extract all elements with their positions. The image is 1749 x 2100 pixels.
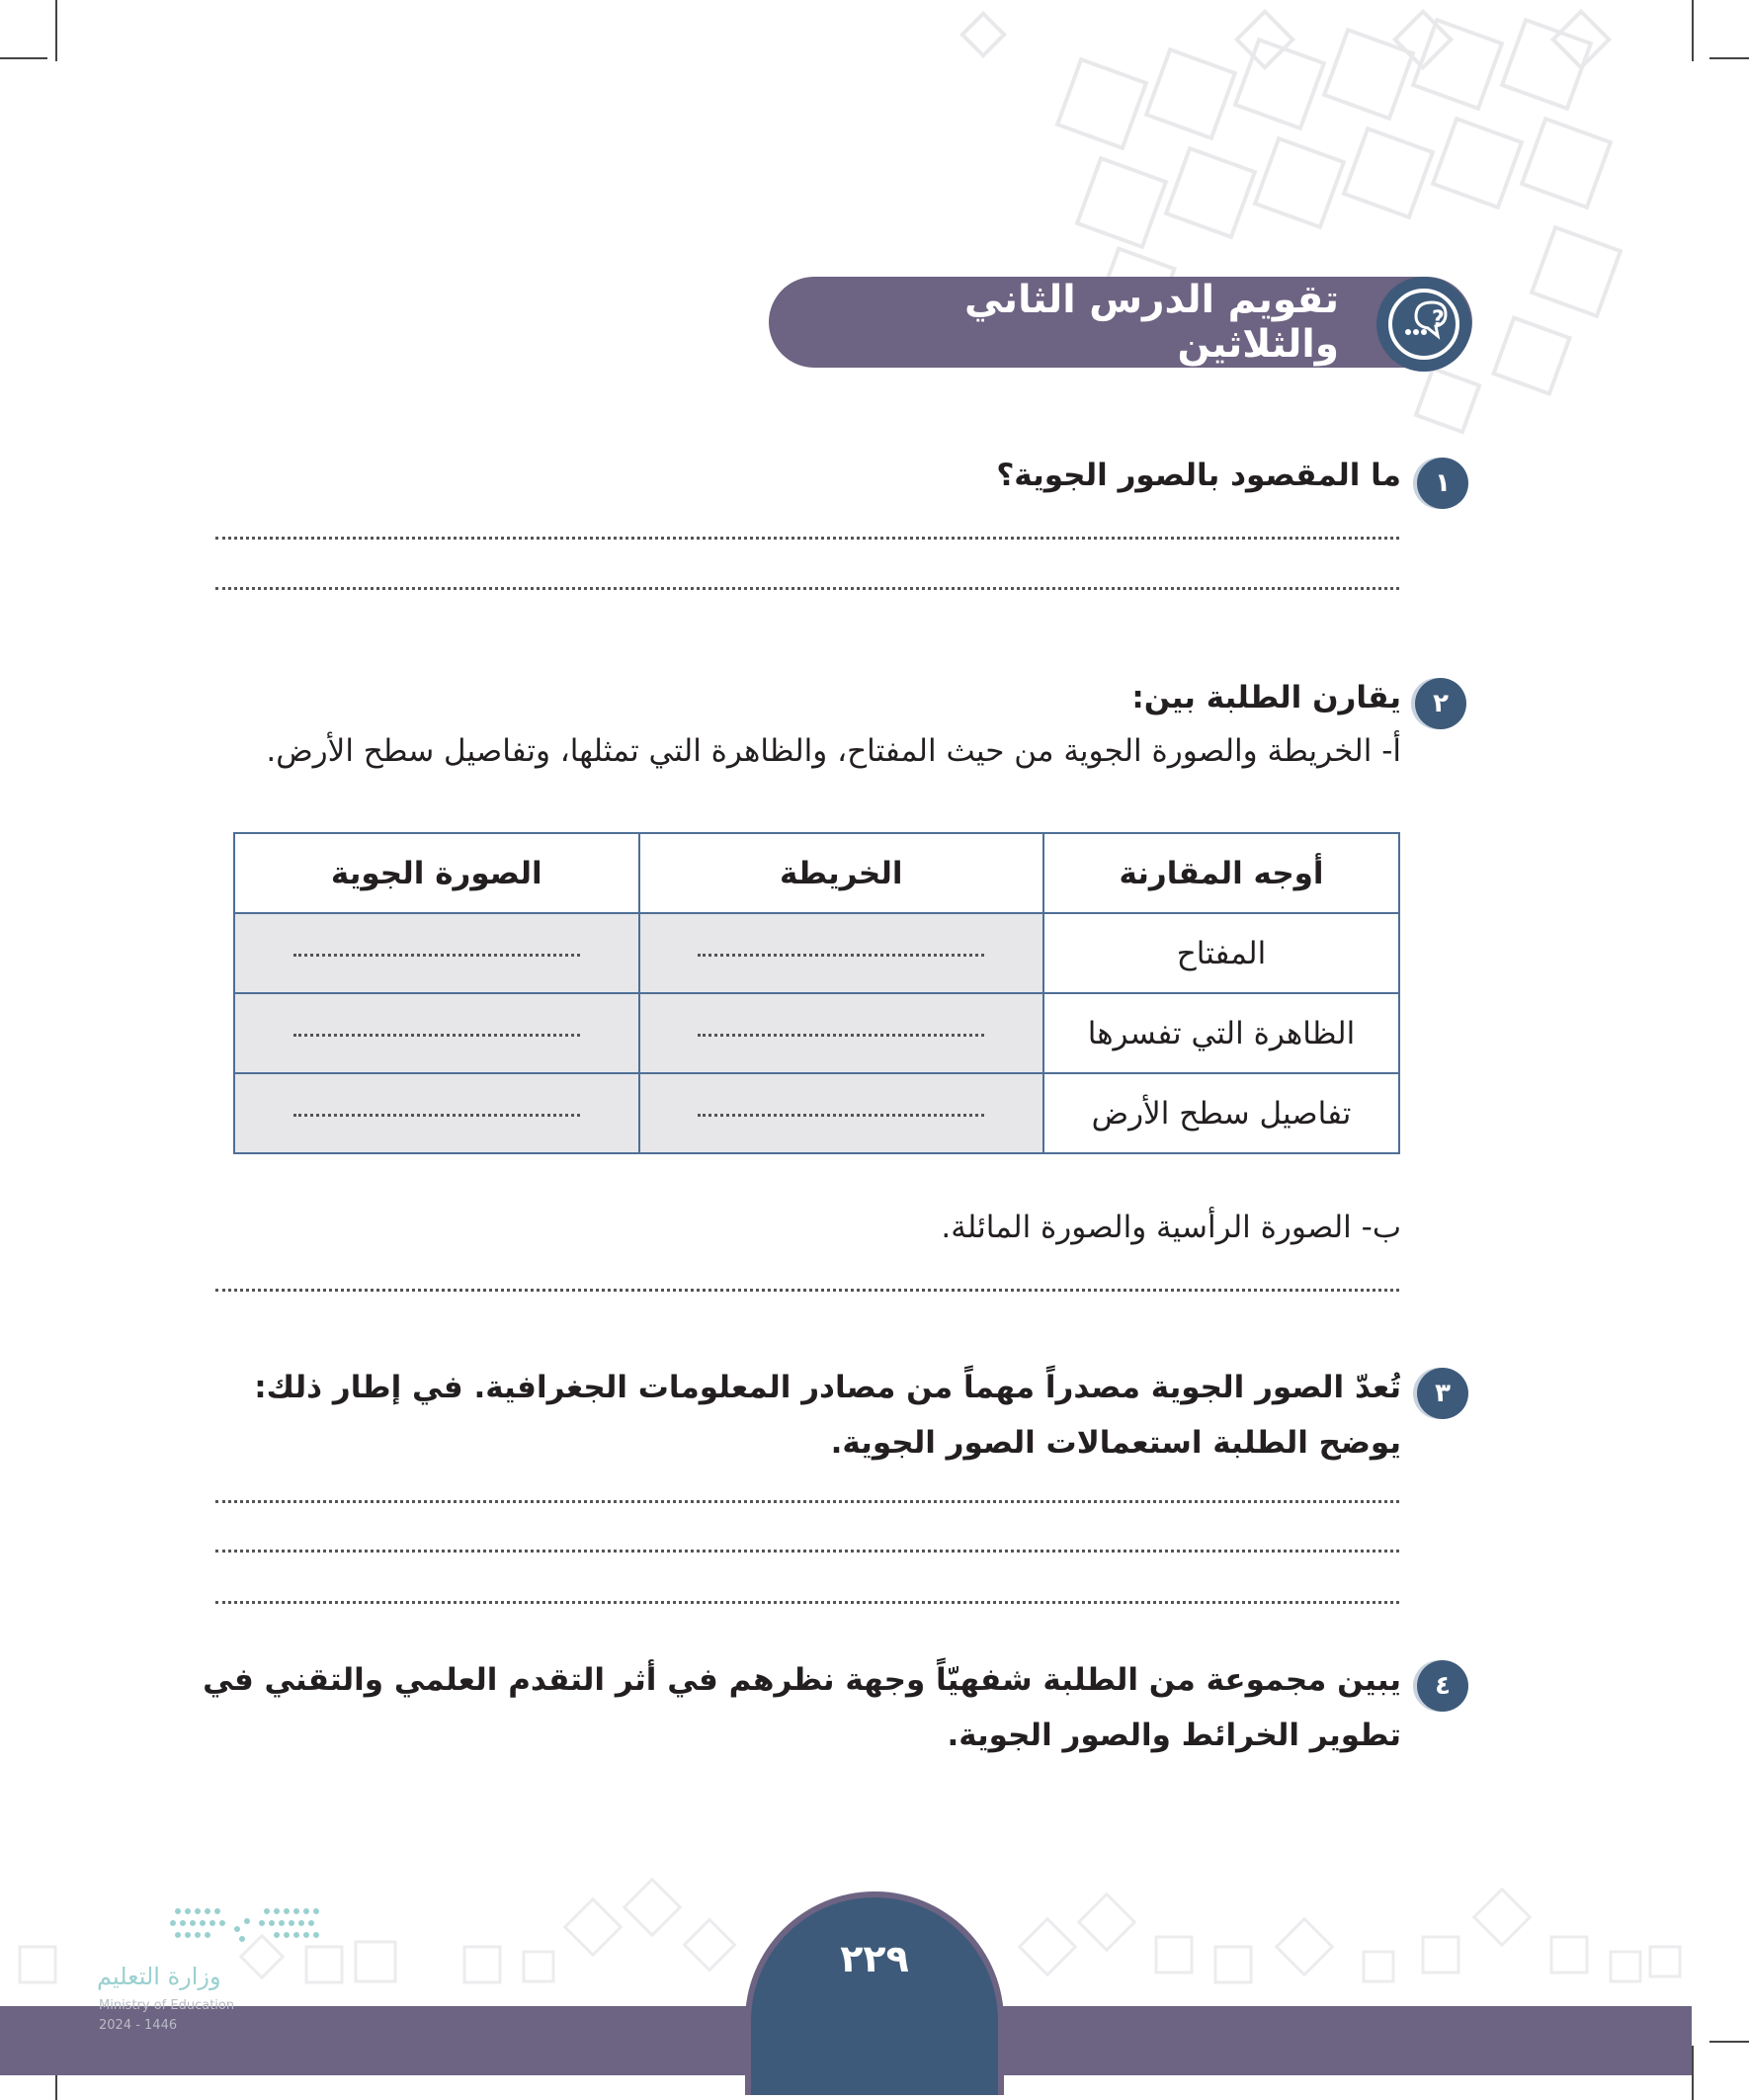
answer-line	[215, 1601, 1399, 1604]
table-row-label: المفتاح	[1043, 913, 1399, 993]
comparison-table	[233, 832, 1400, 1154]
question-1-text: ما المقصود بالصور الجوية؟	[996, 458, 1401, 493]
ministry-name-arabic: وزارة التعليم	[97, 1963, 221, 1990]
question-4-text-line-2: تطوير الخرائط والصور الجوية.	[947, 1718, 1401, 1753]
ministry-name-english: Ministry of Education	[99, 1998, 235, 2013]
question-number-badge: ٣	[1417, 1368, 1468, 1419]
table-header: أوجه المقارنة	[1043, 833, 1399, 913]
question-3-text-line-1: تُعدّ الصور الجوية مصدراً مهماً من مصادر المعلومات الجغرافية. في إطار ذلك:	[254, 1370, 1401, 1405]
table-header-row	[234, 833, 1399, 913]
question-number-badge: ٤	[1417, 1660, 1468, 1712]
banner-icon-badge	[1376, 277, 1471, 372]
question-2-part-a: أ- الخريطة والصورة الجوية من حيث المفتاح، والظاهرة التي تمثلها، وتفاصيل سطح الأرض.	[266, 733, 1401, 769]
crop-mark	[1709, 2041, 1749, 2043]
svg-text:?: ?	[1432, 307, 1445, 332]
answer-cell[interactable]	[639, 913, 1043, 993]
question-speech-bubble-icon	[1376, 277, 1471, 372]
answer-line	[215, 1289, 1399, 1292]
answer-cell[interactable]	[639, 1073, 1043, 1153]
table-row-label: الظاهرة التي تفسرها	[1043, 993, 1399, 1073]
table-row	[234, 1073, 1399, 1153]
crop-mark	[55, 0, 57, 61]
question-4-text-line-1: يبين مجموعة من الطلبة شفهيّاً وجهة نظرهم في أثر التقدم العلمي والتقني في	[203, 1662, 1401, 1698]
question-number-badge: ١	[1417, 458, 1468, 509]
answer-cell[interactable]	[234, 913, 639, 993]
ministry-logo-icon	[168, 1901, 326, 1947]
table-row	[234, 993, 1399, 1073]
answer-cell[interactable]	[234, 1073, 639, 1153]
crop-mark	[0, 57, 47, 59]
page-number: ٢٢٩	[840, 1937, 909, 1980]
table-header: الخريطة	[639, 833, 1043, 913]
edition-year: 2024 - 1446	[99, 2018, 178, 2033]
question-2-text: يقارن الطلبة بين:	[1131, 680, 1401, 715]
answer-line	[215, 1550, 1399, 1553]
question-2-part-b: ب- الصورة الرأسية والصورة المائلة.	[941, 1210, 1401, 1245]
table-header: الصورة الجوية	[234, 833, 639, 913]
answer-line	[215, 537, 1399, 540]
table-row	[234, 913, 1399, 993]
page-title: تقويم الدرس الثاني والثلاثين	[963, 278, 1339, 367]
answer-cell[interactable]	[234, 993, 639, 1073]
crop-mark	[1692, 2046, 1694, 2100]
question-number-badge: ٢	[1415, 678, 1466, 729]
answer-cell[interactable]	[639, 993, 1043, 1073]
crop-mark	[1692, 0, 1694, 61]
answer-line	[215, 587, 1399, 590]
answer-line	[215, 1500, 1399, 1503]
question-3-text-line-2: يوضح الطلبة استعمالات الصور الجوية.	[830, 1425, 1401, 1461]
crop-mark	[1709, 57, 1749, 59]
table-row-label: تفاصيل سطح الأرض	[1043, 1073, 1399, 1153]
